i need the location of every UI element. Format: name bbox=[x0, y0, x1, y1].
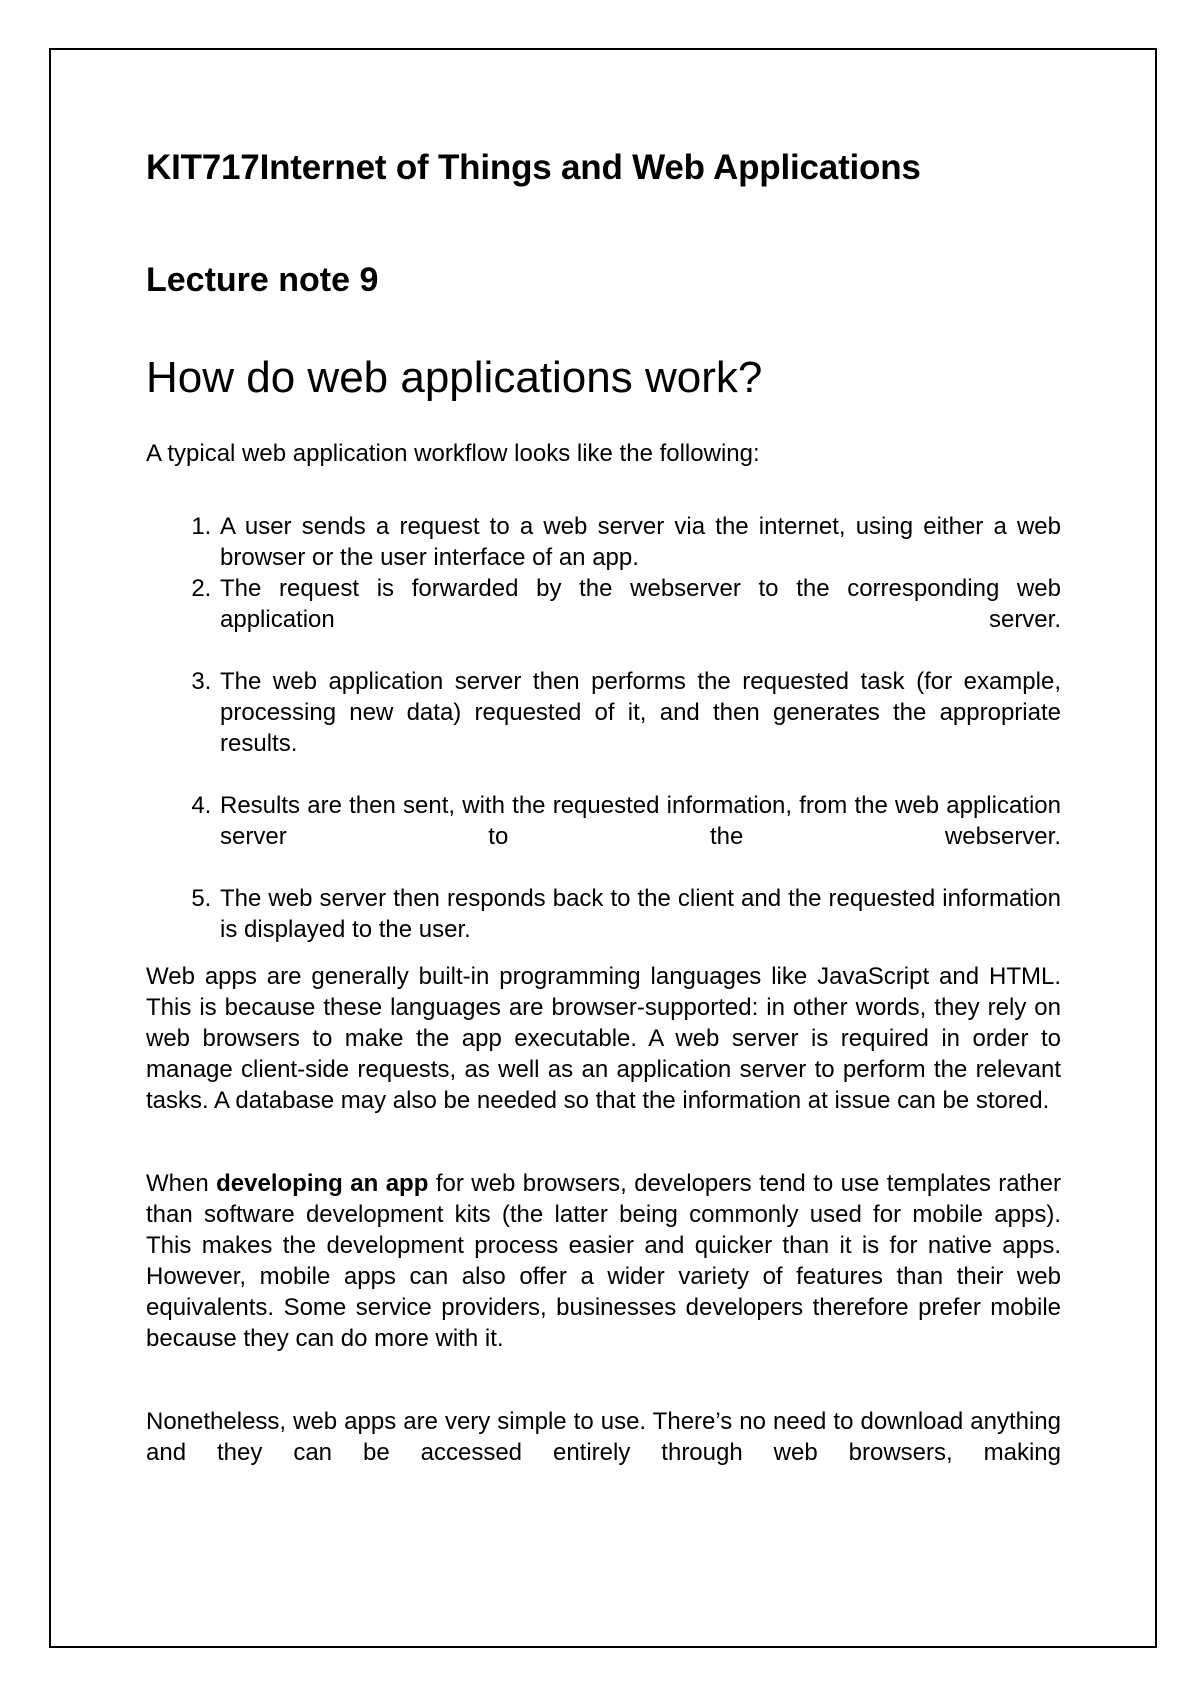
list-item: 1. A user sends a request to a web server via the internet, using either a web browser or the user interface of an app. bbox=[218, 511, 1061, 573]
paragraph-languages: Web apps are generally built-in programming languages like JavaScript and HTML. This is because these languages are browser-supported: in other words, they rely on web browsers to make the app executable. A web server is required in order to manage client-side requests, as well as an application server to perform the relevant tasks. A database may also be needed so that the information at issue can be stored. bbox=[146, 963, 1061, 1114]
list-item: 2. The request is forwarded by the webserver to the corresponding web application server. bbox=[218, 573, 1061, 635]
document-body bbox=[146, 144, 1061, 1468]
workflow-steps bbox=[146, 511, 1061, 945]
paragraph-nonetheless: Nonetheless, web apps are very simple to use. There’s no need to download anything and they can be accessed entirely through web browsers, making bbox=[146, 1408, 1061, 1466]
list-item: 4. Results are then sent, with the requested information, from the web application server to the webserver. bbox=[218, 790, 1061, 852]
intro-text: A typical web application workflow looks like the following: bbox=[146, 440, 760, 467]
list-item: 3. The web application server then performs the requested task (for example, processing new data) requested of it, and then generates the appropriate results. bbox=[218, 666, 1061, 759]
developing-an-app-emphasis: developing an app bbox=[216, 1170, 429, 1197]
paragraph-developing bbox=[146, 1168, 1061, 1354]
paragraph-developing-rest: for web browsers, developers tend to use templates rather than software development kits (the latter being commonly used for mobile apps). This makes the development process easier and quicker than it is for native apps. However, mobile apps can also offer a wider variety of features than their web equivalents. Some service providers, businesses developers therefore prefer mobile because they can do more with it. bbox=[146, 1170, 1061, 1352]
lecture-title: Lecture note 9 bbox=[146, 261, 379, 299]
paragraph-developing-prefix: When bbox=[146, 1170, 217, 1197]
list-item: 5. The web server then responds back to the client and the requested information is displayed to the user. bbox=[218, 883, 1061, 945]
section-heading: How do web applications work? bbox=[146, 353, 763, 402]
course-title: KIT717Internet of Things and Web Applications bbox=[146, 148, 921, 187]
